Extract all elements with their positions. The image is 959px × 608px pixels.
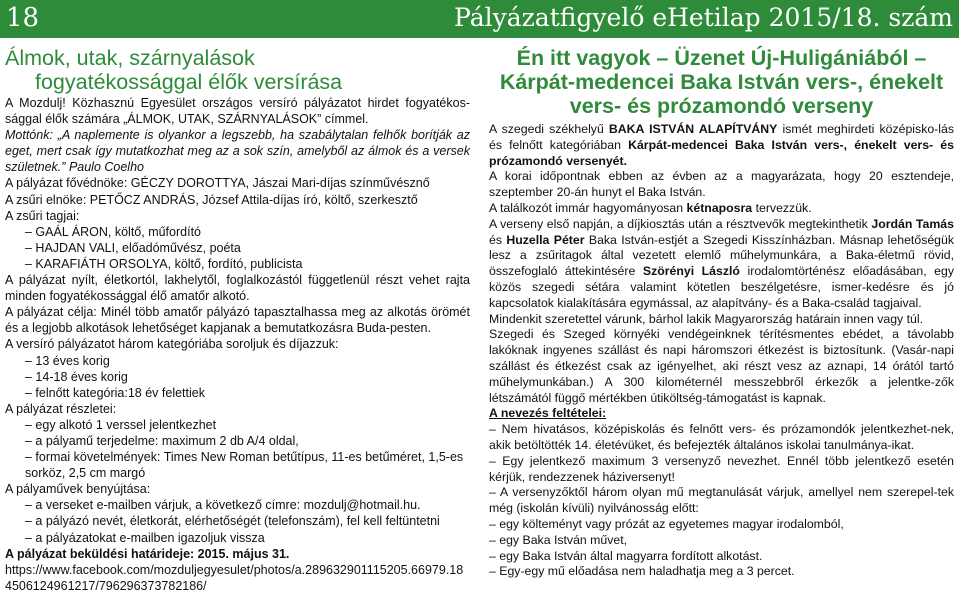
text-run: A szegedi székhelyű: [489, 122, 609, 136]
page-number: 18: [6, 3, 40, 33]
submission-item: – a verseket e-mailben várjuk, a következő címre: mozdulj@hotmail.hu.: [25, 498, 421, 513]
left-title-line1: Álmok, utak, szárnyalások: [5, 46, 255, 70]
lecturer-name: Szörényi László: [642, 264, 740, 279]
left-article-title: [5, 46, 470, 94]
motto-quote: Mottónk: „A naplemente is olyankor a legszebb, ha szabálytalan felhők borítják az eget, mert csak így mutatkozhat meg az a sok szín, amelyből az álmok és a versek születnek.”: [5, 128, 470, 175]
details-item: – formai követelmények: Times New Roman betűtípus, 11-es betűméret, 1,5-es sorköz, 2,5 cm margó: [25, 450, 464, 481]
requirement-item: – Egy jelentkező maximum 3 versenyző nevezhet. Ennél több jelentkező esetén kérjük, rendezzenek háziversenyt!: [489, 453, 954, 484]
right-article-title: Én itt vagyok – Üzenet Új-Huligániából – Kárpát-medencei Baka István vers-, énekelt vers- és prózamondó verseny: [499, 46, 944, 118]
foundation-name: BAKA ISTVÁN ALAPÍTVÁNY: [608, 122, 778, 136]
publication-title: Pályázatfigyelő eHetilap 2015/18. szám: [454, 3, 953, 32]
text-run: tervezzük.: [752, 200, 812, 215]
requirements-label: A nevezés feltételei:: [489, 406, 607, 421]
requirement-item: – A versenyzőktől három olyan mű megtanulását várjuk, amellyel nem szerepel-tek még (iskolán kívüli) nyilvánosság előtt:: [489, 485, 954, 516]
jury-member: – GAÁL ÁRON, költő, műfordító: [25, 224, 201, 239]
facebook-link[interactable]: https://www.facebook.com/mozduljegyesulet/photos/a.289632901115205.66979.184506124961217/796296373782186/: [5, 562, 464, 593]
motto-paragraph: [5, 127, 470, 175]
right-article-body: [489, 122, 954, 580]
submission-item: – a pályázatokat e-mailben igazoljuk vissza: [25, 530, 265, 545]
jury-member: – KARAFIÁTH ORSOLYA, költő, fordító, publicista: [25, 256, 303, 271]
text-run: Baka István-estjét a Szegedi Kisszínházban. Másnap lehetőségük lesz a zsűritagok által vezetett elemlő műhelymunkára, a Baka-életmű rövid, összefoglaló áttekintésére: [489, 232, 955, 279]
category-item: – felnőtt kategória:18 év felettiek: [25, 385, 205, 400]
welcome-paragraph: Mindenkit szeretettel várunk, bárhol lakik Magyarország határain innen vagy túl.: [489, 311, 924, 326]
foundation-paragraph: [489, 122, 954, 169]
work-item: – egy Baka István művet,: [489, 532, 628, 547]
details-label: A pályázat részletei:: [5, 401, 117, 416]
performer-name: Huzella Péter: [506, 232, 585, 247]
page-header: [0, 0, 959, 38]
left-article-body: [5, 95, 470, 594]
requirement-item: – Nem hivatásos, középiskolás és felnőtt vers- és prózamondók jelentkezhet-nek, akik betöltötték 14. életévüket, és befejezték általános iskolai tanulmánya-ikat.: [489, 422, 954, 452]
work-item: – Egy-egy mű előadása nem haladhatja meg a 3 percet.: [489, 564, 795, 579]
jury-member: – HAJDAN VALI, előadóművész, poéta: [25, 240, 241, 255]
competition-name: Kárpát-medencei Baka István vers-, énekelt vers- és prózamondó versenyét.: [489, 137, 954, 168]
work-item: – egy Baka István által magyarra fordított alkotást.: [489, 548, 763, 563]
date-paragraph: A korai időpontnak ebben az évben az a magyarázata, hogy 20 esztendeje, szeptember 20-án hunyt el Baka István.: [489, 169, 954, 200]
category-item: – 13 éves korig: [25, 353, 110, 368]
jury-members-label: A zsűri tagjai:: [5, 208, 80, 223]
submission-item: – a pályázó nevét, életkorát, elérhetőségét (telefonszám), fel kell feltüntetni: [25, 514, 440, 529]
categories-label: A versíró pályázatot három kategóriába soroljuk és díjazzuk:: [5, 337, 339, 352]
work-item: – egy költeményt vagy prózát az egyetemes magyar irodalomból,: [489, 516, 844, 531]
text-run: irodalomtörténész előadásában, egy közös szegedi sétára valamint kötetlen beszélgetésre, ismer-kedésre és jó kapcsolatok kialakítására egymással, az alapítvány- és a Baka-család tagjaival.: [489, 264, 955, 310]
left-title-line2: fogyatékossággal élők versírása: [35, 70, 343, 94]
text-run: A találkozót immár hagyományosan: [489, 200, 687, 215]
two-day-emphasis: kétnaposra: [686, 200, 753, 215]
meeting-paragraph: [489, 201, 954, 217]
category-item: – 14-18 éves korig: [25, 369, 128, 384]
performer-name: Jordán Tamás: [871, 216, 954, 231]
goal-paragraph: A pályázat célja: Minél több amatőr pályázó tapasztalhassa meg az alkotás örömét és a legjobb alkotások lehetőséget kapjanak a bemutatkozásra Buda-pesten.: [5, 305, 470, 336]
submission-label: A pályaművek benyújtása:: [5, 482, 151, 497]
hospitality-paragraph: Szegedi és Szeged környéki vendégeinknek térítésmentes ebédet, a távolabb lakóknak ingyenes szállást és napi háromszori étkezést is biztosítunk. (Vasár-napi szállást és étkezést csak az igényelhet, aki részt vesz az aznapi, 14 órától tartó műhelymunkában.) A 300 kilométernél messzebbről érkezők a jelentke-zők létszámától függő mértékben útiköltség-támogatást is kapnak.: [489, 327, 954, 405]
text-run: A verseny első napján, a díjkiosztás után a résztvevők megtekinthetik: [489, 216, 872, 231]
program-paragraph: [489, 217, 954, 312]
intro-paragraph: A Mozdulj! Közhasznú Egyesület országos versíró pályázatot hirdet fogyatékos-sággal élők számára „ÁLMOK, UTAK, SZÁRNYALÁSOK” címmel.: [5, 96, 470, 127]
text-run: és: [489, 232, 507, 247]
right-article: [489, 46, 954, 580]
motto-author: Paulo Coelho: [68, 160, 144, 175]
deadline-line: A pályázat beküldési határideje: 2015. május 31.: [5, 546, 290, 561]
details-item: – egy alkotó 1 verssel jelentkezhet: [25, 417, 217, 432]
patron-line: A pályázat fővédnöke: GÉCZY DOROTTYA, Jászai Mari-díjas színművésznő: [5, 176, 430, 191]
details-item: – a pályamű terjedelme: maximum 2 db A/4 oldal,: [25, 433, 299, 448]
eligibility-paragraph: A pályázat nyílt, életkortól, lakhelytől, foglalkozástól függetlenül részt vehet rajta minden fogyatékossággal élő amatőr alkotó.: [5, 273, 470, 304]
text-run: ismét meghirdeti középisko-lás és felnőtt kategóriában: [489, 122, 954, 152]
left-article: [5, 46, 470, 594]
jury-chair-line: A zsűri elnöke: PETŐCZ ANDRÁS, József Attila-díjas író, költő, szerkesztő: [5, 192, 418, 207]
